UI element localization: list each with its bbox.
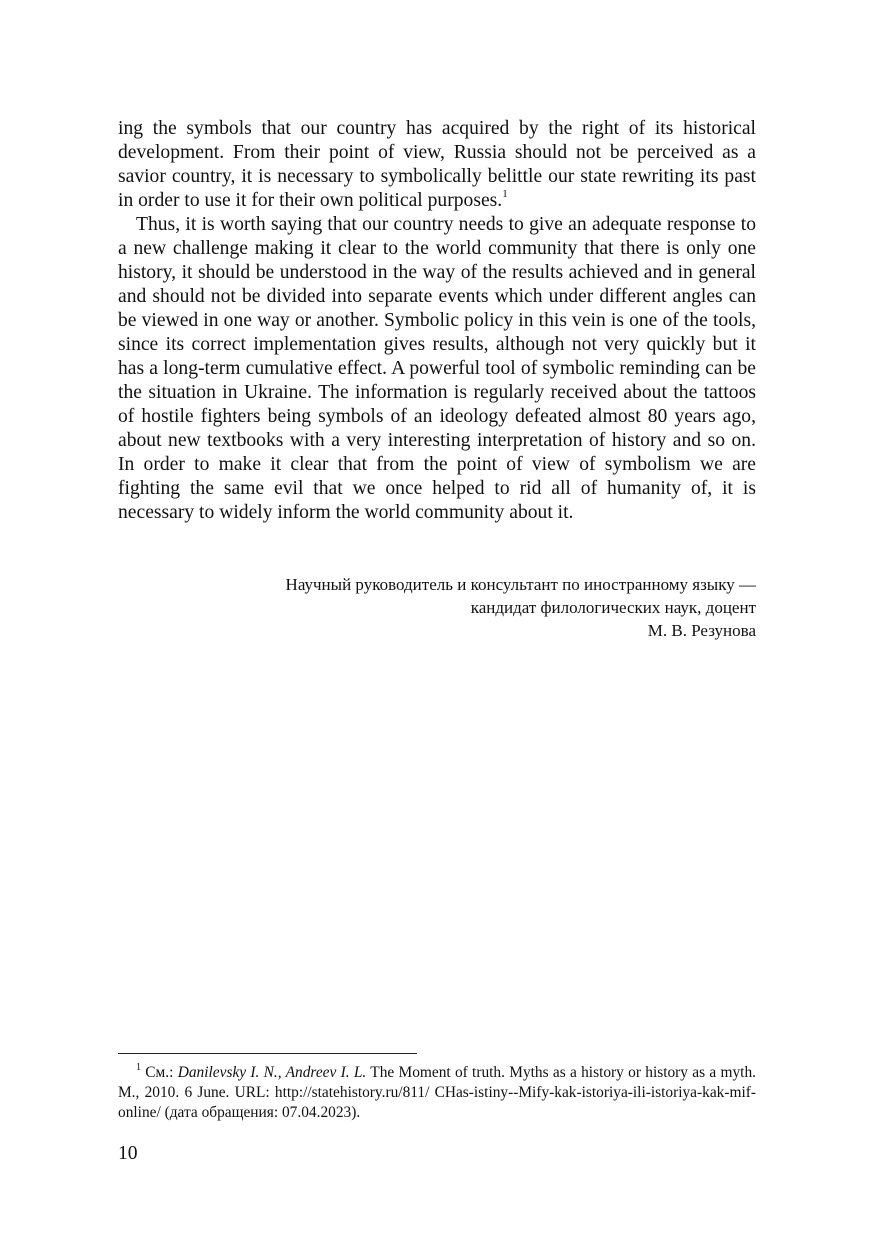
paragraph-continued [118, 117, 756, 213]
signature-degree: кандидат филологических наук, доцент [470, 598, 756, 617]
signature-name: М. В. Резунова [647, 621, 756, 640]
footnote-marker: 1 [136, 1062, 141, 1073]
footnote-separator [118, 1053, 417, 1054]
paragraph-2: Thus, it is worth saying that our country needs to give an adequate response to a new challenge making it clear to the world community that there is only one history, it should be understood in the way of the results achieved and in general and should not be divided into separate events which under different angles can be viewed in one way or another. Symbolic policy in this vein is one of the tools, since its correct implementation gives results, although not very quickly but it has a long-term cumulative effect. A powerful tool of symbolic reminding can be the situation in Ukraine. The information is regularly received about the tattoos of hostile fighters being symbols of an ideology defeated almost 80 years ago, about new textbooks with a very interesting interpretation of history and so on. In order to make it clear that from the point of view of symbolism we are fighting the same evil that we once helped to rid all of humanity of, it is necessary to widely inform the world community about it. [118, 214, 756, 523]
page-number: 10 [118, 1143, 138, 1164]
footnote-text: The Moment of truth. Myths as a history or history as a myth. M., 2010. 6 June. URL: http://statehistory.ru/811/ CHas-istiny--Mify-kak-istoriya-ili-istoriya-kak-mif-online/ (дата обращения: 07.04.2023). [118, 1064, 756, 1121]
signature-role: Научный руководитель и консультант по иностранному языку — [285, 575, 756, 594]
footnote [118, 1063, 756, 1123]
footnote-reference[interactable]: 1 [502, 188, 508, 200]
paragraph-1-text: ing the symbols that our country has acquired by the right of its historical development. From their point of view, Russia should not be perceived as a savior country, it is necessary to symbolically belittle our state rewriting its past in order to use it for their own political purposes. [118, 118, 756, 211]
body-text [118, 117, 756, 525]
footnote-prefix: См.: [145, 1064, 174, 1081]
signature-block [118, 573, 756, 642]
footnote-authors: Danilevsky I. N., Andreev I. L. [177, 1064, 367, 1081]
